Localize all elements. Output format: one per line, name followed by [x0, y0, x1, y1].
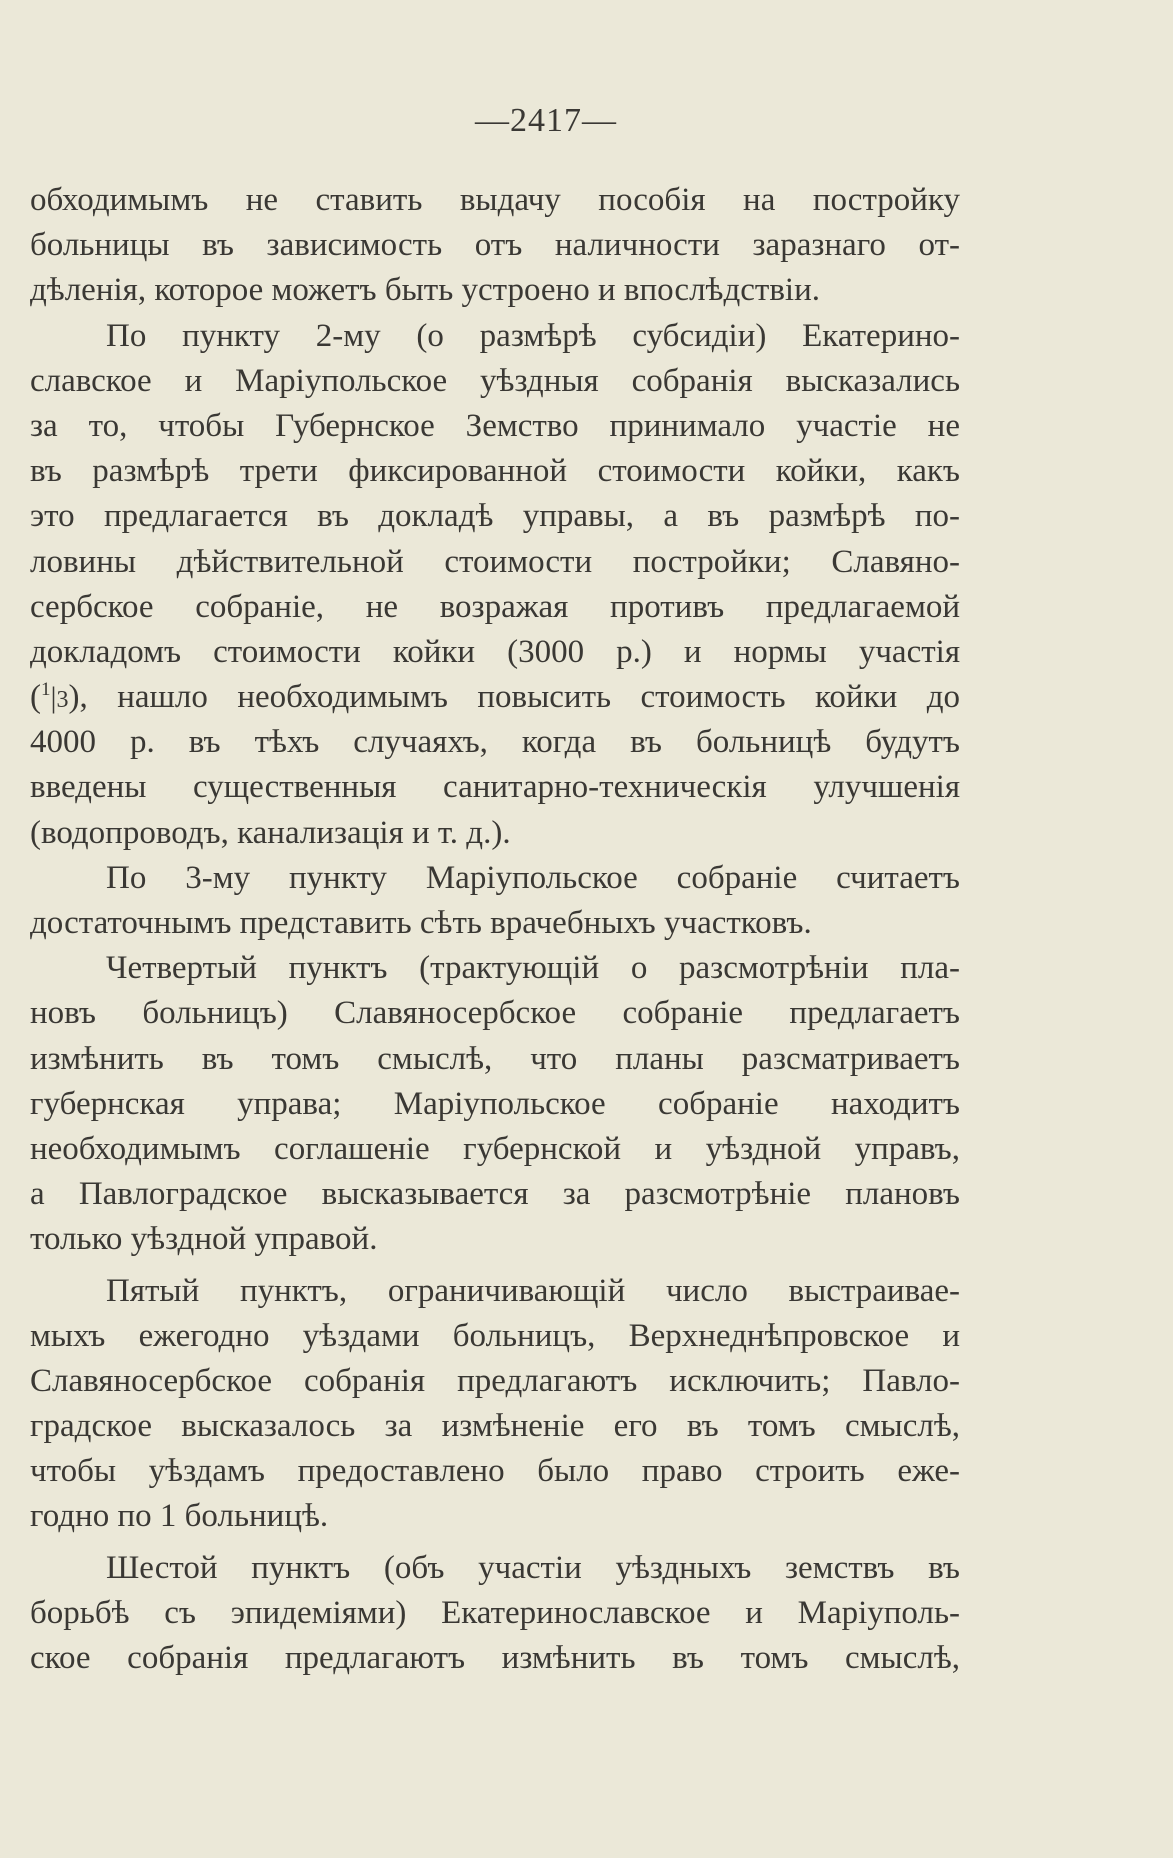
- text-line: 4000 р. въ тѣхъ случаяхъ, когда въ больницѣ будутъ: [30, 724, 960, 761]
- text-line: По пункту 2-му (о размѣрѣ субсидіи) Екатерино-: [106, 317, 960, 354]
- text-line: а Павлоградское высказывается за разсмотрѣніе плановъ: [30, 1176, 960, 1213]
- text-line: Славяносербское собранія предлагаютъ исключить; Павло-: [30, 1362, 960, 1399]
- text-line: годно по 1 больницѣ.: [30, 1498, 329, 1535]
- text-line: это предлагается въ докладѣ управы, а въ размѣрѣ по-: [30, 498, 960, 535]
- text-line: измѣнить въ томъ смыслѣ, что планы разсматриваетъ: [30, 1040, 960, 1077]
- text-line: Четвертый пунктъ (трактующій о разсмотрѣніи пла-: [106, 950, 960, 987]
- text-line: (водопроводъ, канализація и т. д.).: [30, 814, 511, 851]
- body-text: [30, 178, 960, 1681]
- fraction-separator: |: [50, 681, 57, 715]
- text-line: достаточнымъ представить сѣть врачебныхъ участковъ.: [30, 905, 812, 941]
- text-line: мыхъ ежегодно уѣздами больницъ, Верхнеднѣпровское и: [30, 1317, 960, 1354]
- text-line: По 3-му пункту Маріупольское собраніе считаетъ: [106, 859, 960, 896]
- text-line: ловины дѣйствительной стоимости постройки; Славяно-: [30, 543, 960, 580]
- text-line: сербское собраніе, не возражая противъ предлагаемой: [30, 588, 960, 625]
- text-line: новъ больницъ) Славяносербское собраніе предлагаетъ: [30, 995, 960, 1032]
- text-line: Пятый пунктъ, ограничивающій число выстраивае-: [106, 1272, 960, 1309]
- text-line: ское собранія предлагаютъ измѣнить въ томъ смыслѣ,: [30, 1640, 960, 1676]
- text-line-rest: ), нашло необходимымъ повысить стоимость койки до: [68, 679, 960, 716]
- text-line: дѣленія, которое можетъ быть устроено и впослѣдствіи.: [30, 272, 820, 309]
- text-line: градское высказалось за измѣненіе его въ томъ смыслѣ,: [30, 1408, 960, 1445]
- text-line: необходимымъ соглашеніе губернской и уѣздной управъ,: [30, 1130, 960, 1167]
- fraction-numerator: 1: [41, 679, 51, 701]
- text-line: больницы въ зависимость отъ наличности заразнаго от-: [30, 227, 960, 264]
- text-line-with-fraction: [30, 675, 960, 720]
- text-line: докладомъ стоимости койки (3000 р.) и нормы участія: [30, 633, 960, 670]
- fraction-open: (: [30, 679, 41, 716]
- text-line: борьбѣ съ эпидеміями) Екатеринославское и Маріуполь-: [30, 1594, 960, 1631]
- fraction-denominator: 3: [56, 687, 69, 714]
- text-line: за то, чтобы Губернское Земство принимало участіе не: [30, 407, 960, 444]
- text-line: славское и Маріупольское уѣздныя собранія высказались: [30, 362, 960, 399]
- page-number: —2417—: [475, 102, 617, 139]
- text-line: только уѣздной управой.: [30, 1221, 378, 1258]
- text-line: въ размѣрѣ трети фиксированной стоимости койки, какъ: [30, 453, 960, 490]
- text-line: введены существенныя санитарно-техническія улучшенія: [30, 769, 960, 806]
- text-line: обходимымъ не ставить выдачу пособія на постройку: [30, 182, 960, 218]
- text-line: чтобы уѣздамъ предоставлено было право строить еже-: [30, 1453, 960, 1490]
- text-line: Шестой пунктъ (объ участіи уѣздныхъ земствъ въ: [106, 1549, 960, 1586]
- text-line: губернская управа; Маріупольское собраніе находитъ: [30, 1085, 960, 1122]
